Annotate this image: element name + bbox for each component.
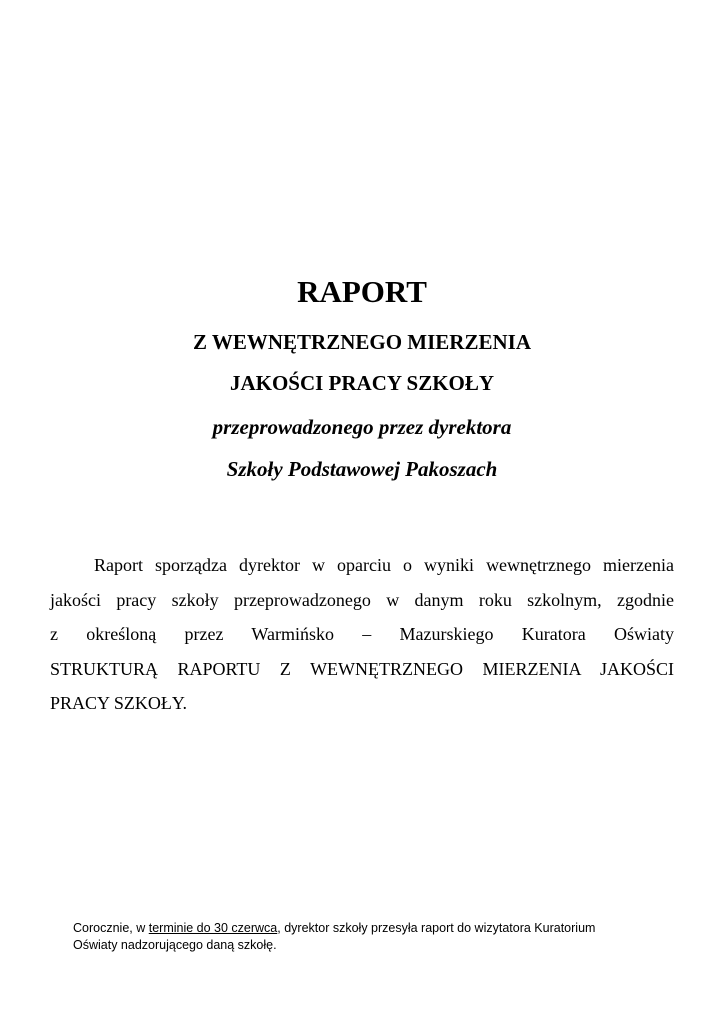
body-line-4: STRUKTURĄ RAPORTU Z WEWNĘTRZNEGO MIERZENIA JAKOŚCI [50,658,674,679]
footnote-prefix: Corocznie, w [73,921,149,935]
report-subtitle-line-3: przeprowadzonego przez dyrektora [212,415,512,439]
footnote-line-1 [73,920,673,937]
footnote-suffix: , dyrektor szkoły przesyła raport do wizytatora Kuratorium [277,921,596,935]
report-subtitle-line-1: Z WEWNĘTRZNEGO MIERZENIA [192,330,531,354]
body-line-2: jakości pracy szkoły przeprowadzonego w danym roku szkolnym, zgodnie [50,589,674,610]
body-paragraph [50,548,674,721]
footnote-deadline: terminie do 30 czerwca [148,921,278,935]
body-line-5: PRACY SZKOŁY. [50,693,188,713]
body-line-1: Raport sporządza dyrektor w oparciu o wyniki wewnętrznego mierzenia [94,555,674,575]
report-subtitle-line-4: Szkoły Podstawowej Pakoszach [226,457,498,481]
footnote-line-2: Oświaty nadzorującego daną szkołę. [73,938,277,952]
report-subtitle-line-2: JAKOŚCI PRACY SZKOŁY [229,371,495,395]
footnote [73,920,673,954]
report-title: RAPORT [297,274,427,309]
body-line-3: z określoną przez Warmińsko – Mazurskiego Kuratora Oświaty [50,624,674,644]
